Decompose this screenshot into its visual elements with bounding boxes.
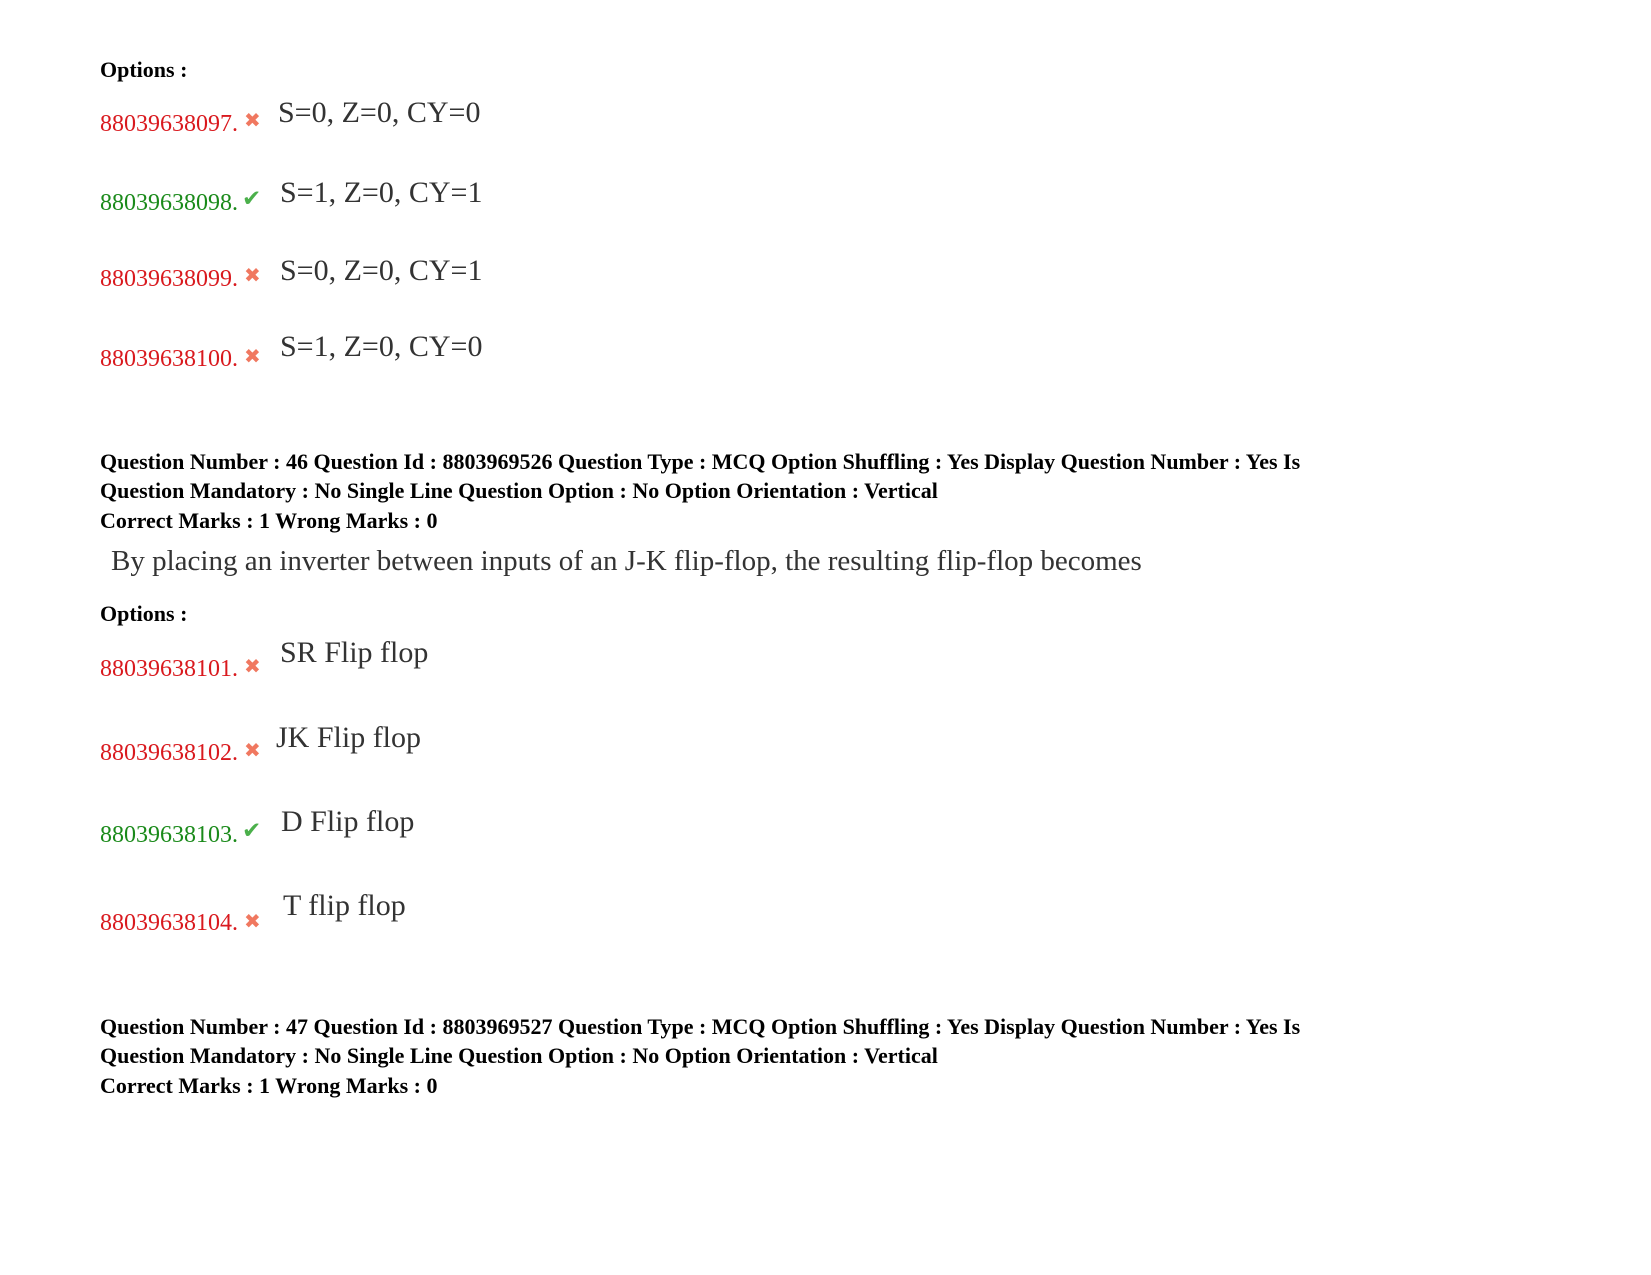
question-meta-line1: Question Number : 47 Question Id : 8803969527 Question Type : MCQ Option Shuffling : Yes Display Question Number : Yes Is [100, 1014, 1301, 1039]
cross-icon: ✖ [244, 263, 261, 287]
question-meta-line2: Question Mandatory : No Single Line Question Option : No Option Orientation : Vertical [100, 478, 938, 503]
option-id: 88039638100. [100, 346, 238, 372]
option-id: 88039638103. [100, 822, 238, 848]
cross-icon: ✖ [244, 108, 261, 132]
cross-icon: ✖ [244, 909, 261, 933]
option-id: 88039638097. [100, 111, 238, 137]
cross-icon: ✖ [244, 738, 261, 762]
option-text: S=0, Z=0, CY=1 [280, 254, 483, 287]
question-text: By placing an inverter between inputs of an J-K flip-flop, the resulting flip-flop becomes [111, 545, 1142, 577]
option-id: 88039638099. [100, 266, 238, 292]
question-marks: Correct Marks : 1 Wrong Marks : 0 [100, 1073, 438, 1098]
question-meta-line1: Question Number : 46 Question Id : 8803969526 Question Type : MCQ Option Shuffling : Yes Display Question Number : Yes Is [100, 449, 1301, 474]
option-id: 88039638104. [100, 910, 238, 936]
option-text: T flip flop [283, 889, 406, 922]
question-meta-line2: Question Mandatory : No Single Line Question Option : No Option Orientation : Vertical [100, 1043, 938, 1068]
cross-icon: ✖ [244, 654, 261, 678]
option-text: S=1, Z=0, CY=0 [280, 330, 483, 363]
option-id: 88039638098. [100, 190, 238, 216]
options-label: Options : [100, 601, 188, 626]
option-text: JK Flip flop [276, 721, 422, 754]
check-icon: ✔ [242, 186, 262, 212]
options-label: Options : [100, 57, 188, 82]
cross-icon: ✖ [244, 344, 261, 368]
option-text: S=0, Z=0, CY=0 [278, 96, 481, 129]
option-text: SR Flip flop [280, 636, 429, 669]
option-text: D Flip flop [281, 805, 415, 838]
option-id: 88039638101. [100, 656, 238, 682]
question-meta [100, 447, 1300, 505]
question-marks: Correct Marks : 1 Wrong Marks : 0 [100, 508, 438, 533]
option-id: 88039638102. [100, 740, 238, 766]
check-icon: ✔ [242, 818, 262, 844]
option-text: S=1, Z=0, CY=1 [280, 176, 483, 209]
question-meta [100, 1012, 1300, 1070]
